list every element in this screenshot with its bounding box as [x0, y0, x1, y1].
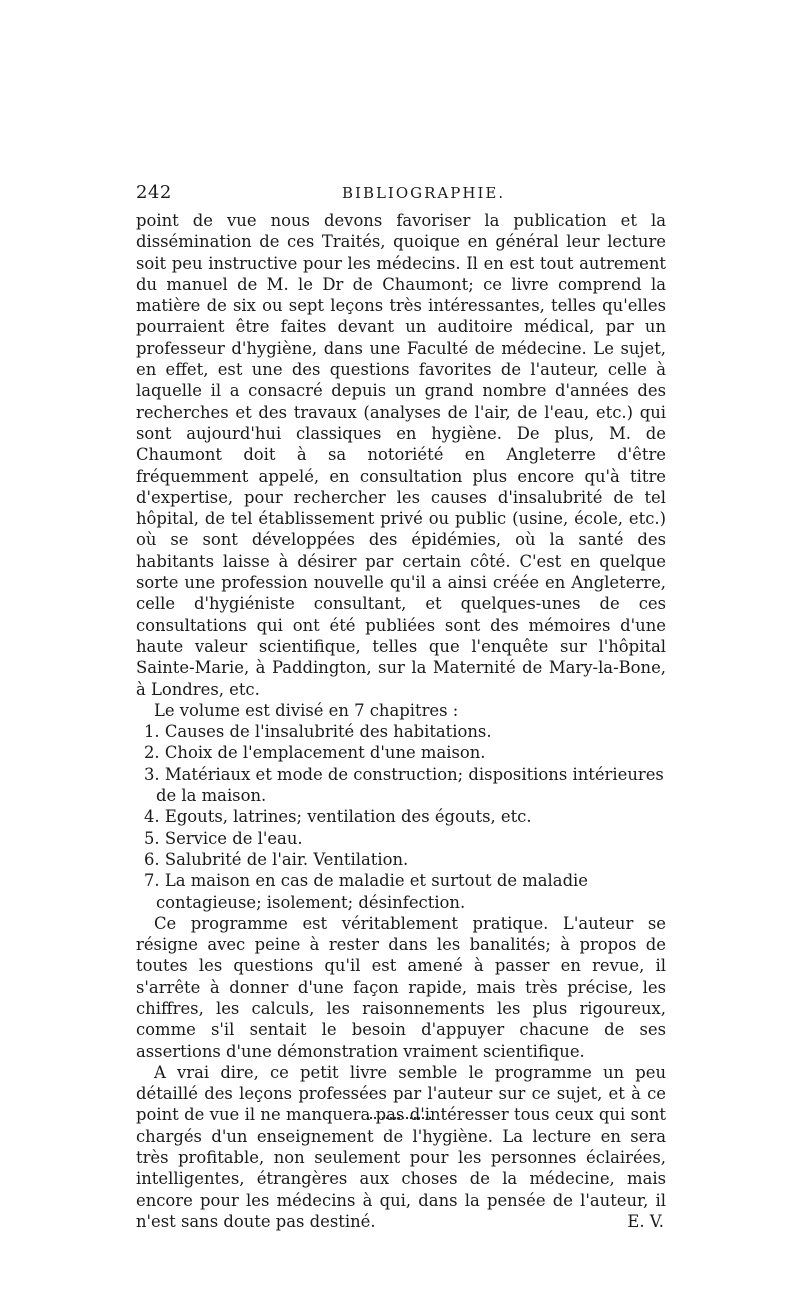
end-ornament-rule [367, 1117, 431, 1119]
chapter-item-6: 6. Salubrité de l'air. Ventilation. [144, 849, 409, 869]
running-head: BIBLIOGRAPHIE. [342, 184, 506, 202]
body-text [136, 210, 666, 1232]
chapter-item-2: 2. Choix de l'emplacement d'une maison. [144, 743, 486, 763]
conclusion-text: A vrai dire, ce petit livre semble le programme un peu détaillé des leçons professées par l'auteur sur ce sujet, et à ce point de vue il ne manquera pas d'intéresser tous ceux qui sont chargés d'un enseignement de l'hygiène. La lecture en sera très profitable, non seulement pour les personnes éclairées, intelligentes, étrangères aux choses de la médecine, mais encore pour les médecins à qui, dans la pensée de l'auteur, il n'est sans doute pas destiné. [136, 1062, 666, 1231]
paragraph-chapters-lead: Le volume est divisé en 7 chapitres : [154, 700, 459, 720]
chapter-item-7: 7. La maison en cas de maladie et surtout de maladie contagieuse; isolement; désinfection. [144, 871, 589, 912]
chapter-item-4: 4. Egouts, latrines; ventilation des égouts, etc. [144, 807, 532, 827]
paragraph-intro: point de vue nous devons favoriser la publication et la dissémination de ces Traités, quoique en général leur lecture soit peu instructive pour les médecins. Il en est tout autrement du manuel de M. le Dr de Chaumont; ce livre comprend la matière de six ou sept leçons très intéressantes, telles qu'elles pourraient être faites devant un auditoire médical, par un professeur d'hygiène, dans une Faculté de médecine. Le sujet, en effet, est une des questions favorites de l'auteur, celle à laquelle il a consacré depuis un grand nombre d'années des recherches et des travaux (analyses de l'air, de l'eau, etc.) qui sont aujourd'hui classiques en hygiène. De plus, M. de Chaumont doit à sa notoriété en Angleterre d'être fréquemment appelé, en consultation plus encore qu'à titre d'expertise, pour rechercher les causes d'insalubrité de tel hôpital, de tel établissement privé ou public (usine, école, etc.) où se sont développées des épidémies, où la santé des habitants laisse à désirer par certain côté. C'est en quelque sorte une profession nouvelle qu'il a ainsi créée en Angleterre, celle d'hygiéniste consultant, et quelques-unes de ces consultations qui ont été publiées sont des mémoires d'une haute valeur scientifique, telles que l'enquête sur l'hôpital Sainte-Marie, à Paddington, sur la Maternité de Mary-la-Bone, à Londres, etc. [136, 211, 666, 699]
page-number: 242 [136, 182, 172, 203]
paragraph-conclusion [136, 1062, 666, 1232]
chapter-item-5: 5. Service de l'eau. [144, 828, 303, 848]
page-header [136, 182, 666, 208]
signature: E. V. [627, 1211, 664, 1231]
chapter-item-3: 3. Matériaux et mode de construction; dispositions intérieures de la maison. [144, 764, 664, 806]
paragraph-programme: Ce programme est véritablement pratique. L'auteur se résigne avec peine à rester dans les banalités; à propos de toutes les questions qu'il est amené à passer en revue, il s'arrête à donner d'une façon rapide, mais très précise, les chiffres, les calculs, les raisonnements les plus rigoureux, comme s'il sentait le besoin d'appuyer chacune de ses assertions d'une démonstration vraiment scientifique. [136, 913, 666, 1061]
chapter-item-1: 1. Causes de l'insalubrité des habitations. [144, 722, 492, 742]
